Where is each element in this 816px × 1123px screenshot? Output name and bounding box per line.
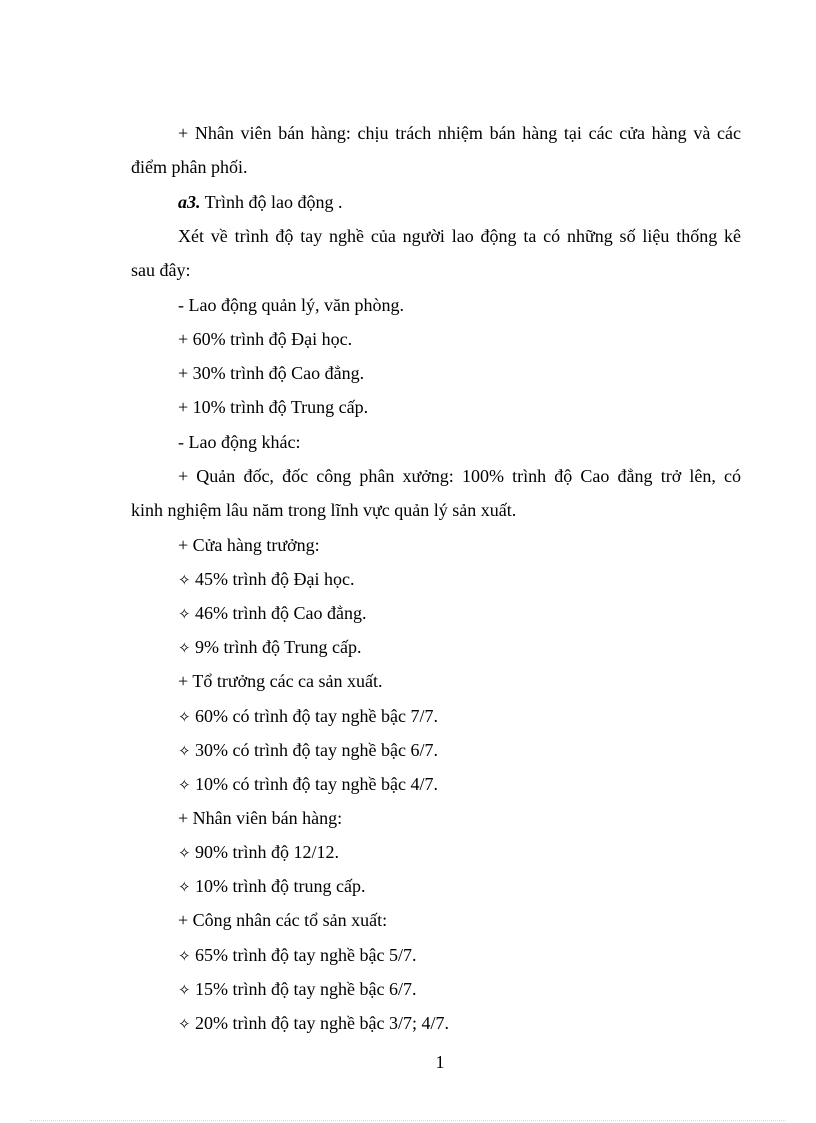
list-item-text: 10% trình độ trung cấp. xyxy=(195,876,366,896)
list-item: + 30% trình độ Cao đẳng. xyxy=(178,363,365,383)
paragraph-foremen xyxy=(131,459,741,527)
diamond-bullet-icon: ✧ xyxy=(178,571,191,589)
list-item-text: 30% có trình độ tay nghề bậc 6/7. xyxy=(195,740,438,760)
section-heading xyxy=(178,191,343,213)
list-item xyxy=(178,705,438,728)
section-label: a3. xyxy=(178,192,201,212)
list-item: + 10% trình độ Trung cấp. xyxy=(178,397,369,417)
list-item-text: 90% trình độ 12/12. xyxy=(195,842,339,862)
diamond-bullet-icon: ✧ xyxy=(178,708,191,726)
list-item xyxy=(178,739,438,762)
list-item-text: 46% trình độ Cao đẳng. xyxy=(195,603,367,623)
list-item-text: 65% trình độ tay nghề bậc 5/7. xyxy=(195,945,417,965)
list-item: - Lao động quản lý, văn phòng. xyxy=(178,295,404,315)
list-item xyxy=(178,1012,449,1035)
list-heading: + Cửa hàng trưởng: xyxy=(178,535,320,555)
paragraph-line: Xét về trình độ tay nghề của người lao động ta có những số liệu thống kê xyxy=(178,226,741,246)
list-item-text: 10% có trình độ tay nghề bậc 4/7. xyxy=(195,774,438,794)
paragraph-intro xyxy=(131,219,741,287)
paragraph-line: + Quản đốc, đốc công phân xưởng: 100% trình độ Cao đẳng trở lên, có xyxy=(178,466,741,486)
diamond-bullet-icon: ✧ xyxy=(178,605,191,623)
list-item xyxy=(178,944,416,967)
list-item xyxy=(178,602,366,625)
paragraph-line: sau đây: xyxy=(131,260,191,280)
list-item-text: 45% trình độ Đại học. xyxy=(195,569,355,589)
page-number: 1 xyxy=(435,1052,445,1072)
diamond-bullet-icon: ✧ xyxy=(178,844,191,862)
paragraph-line: + Nhân viên bán hàng: chịu trách nhiệm bán hàng tại các cửa hàng và các xyxy=(178,123,741,143)
page-bottom-rule xyxy=(30,1120,786,1121)
paragraph-line: điểm phân phối. xyxy=(131,157,248,177)
list-item: + 60% trình độ Đại học. xyxy=(178,329,353,349)
list-heading: + Công nhân các tổ sản xuất: xyxy=(178,910,388,930)
list-item-text: 60% có trình độ tay nghề bậc 7/7. xyxy=(195,706,438,726)
list-item xyxy=(178,841,339,864)
diamond-bullet-icon: ✧ xyxy=(178,776,191,794)
list-item xyxy=(178,636,362,659)
list-item-text: 15% trình độ tay nghề bậc 6/7. xyxy=(195,979,417,999)
diamond-bullet-icon: ✧ xyxy=(178,981,191,999)
list-heading: + Tổ trưởng các ca sản xuất. xyxy=(178,671,383,691)
list-item xyxy=(178,978,416,1001)
list-item xyxy=(178,568,354,591)
list-item-text: 20% trình độ tay nghề bậc 3/7; 4/7. xyxy=(195,1013,449,1033)
list-item-text: 9% trình độ Trung cấp. xyxy=(195,637,362,657)
section-title: Trình độ lao động . xyxy=(200,192,343,212)
list-heading: + Nhân viên bán hàng: xyxy=(178,808,343,828)
diamond-bullet-icon: ✧ xyxy=(178,639,191,657)
list-item xyxy=(178,875,365,898)
diamond-bullet-icon: ✧ xyxy=(178,742,191,760)
diamond-bullet-icon: ✧ xyxy=(178,878,191,896)
list-item: - Lao động khác: xyxy=(178,432,301,452)
paragraph-sales-staff xyxy=(131,116,741,184)
paragraph-line: kinh nghiệm lâu năm trong lĩnh vực quản lý sản xuất. xyxy=(131,500,517,520)
diamond-bullet-icon: ✧ xyxy=(178,1015,191,1033)
list-item xyxy=(178,773,438,796)
diamond-bullet-icon: ✧ xyxy=(178,947,191,965)
